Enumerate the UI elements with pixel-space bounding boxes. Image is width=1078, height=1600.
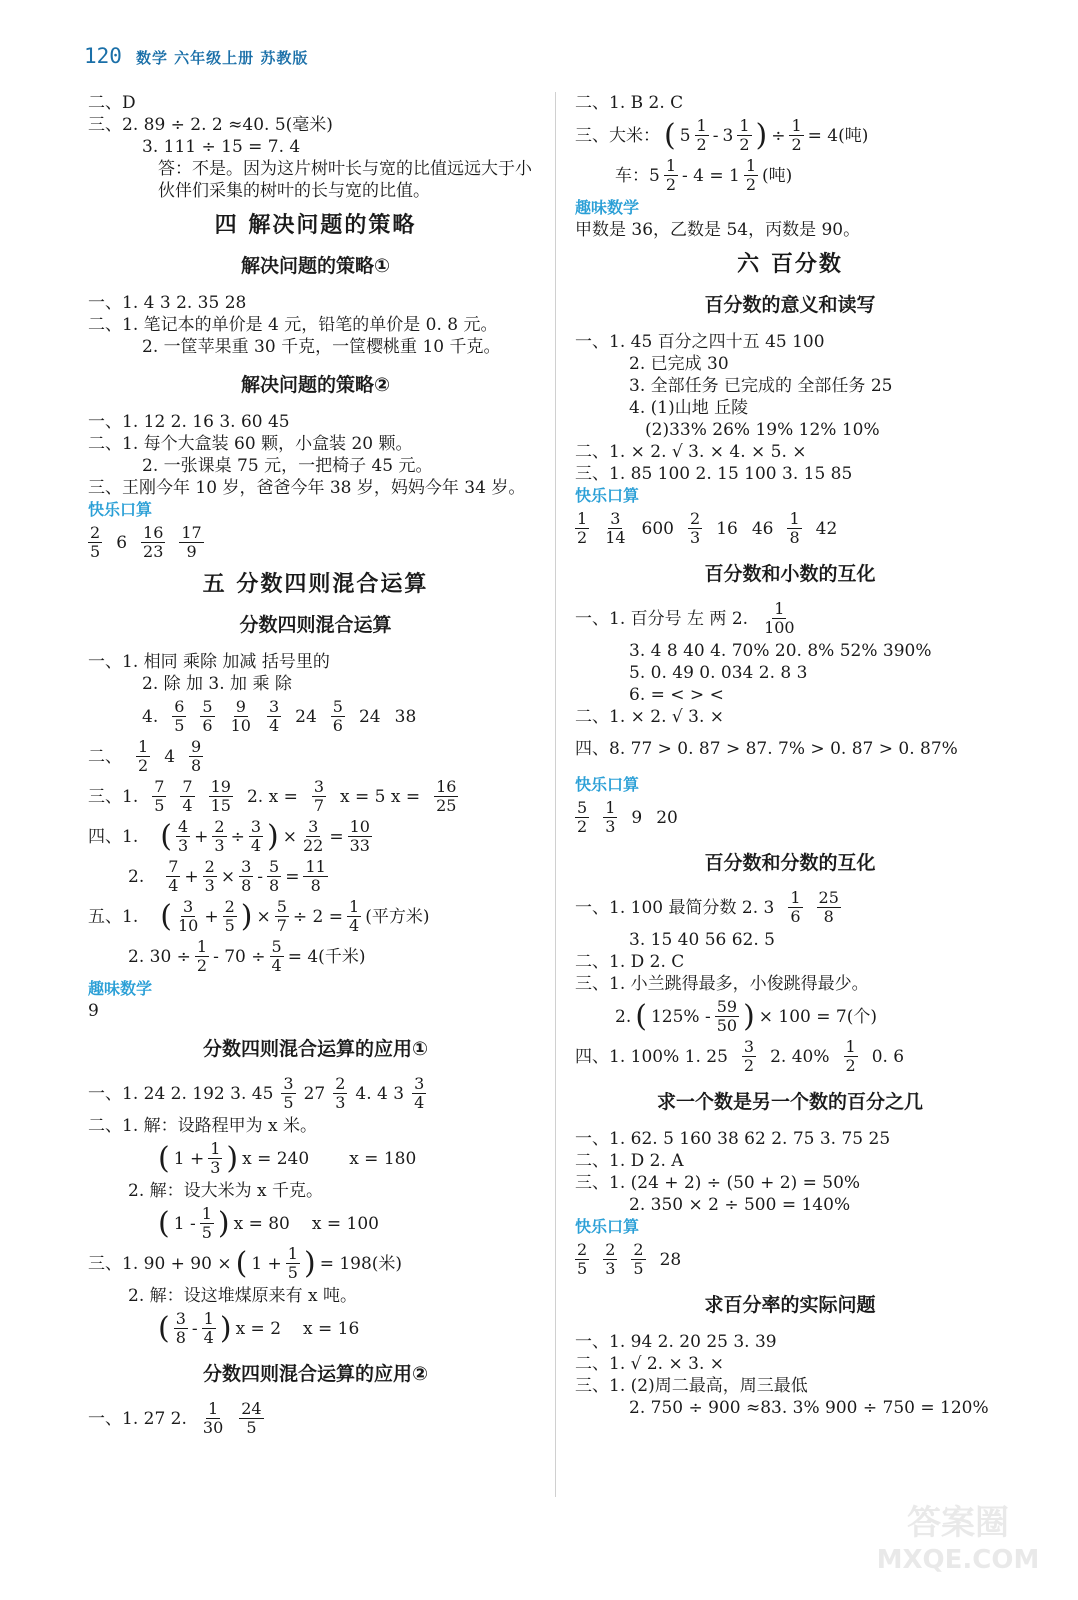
answer-line: 三、1. (24 + 2) ÷ (50 + 2) = 50% (575, 1173, 861, 1193)
eq-text: 2. x = (246, 786, 298, 807)
fraction: 1 4 (203, 1309, 214, 1347)
fraction: 5 2 (577, 798, 588, 836)
fraction: $\frac{5}{7}$ (276, 897, 287, 935)
fraction: 16 23 (143, 523, 164, 561)
answer-line: 二、1. × 2. √ 3. × (575, 707, 724, 727)
answer-line: 二、1. 解：设路程甲为 x 米。 (88, 1116, 318, 1136)
fraction: 3 5 (283, 1074, 294, 1112)
item-prefix: 2. (128, 866, 145, 887)
section-title: 分数四则混合运算的应用② (202, 1363, 429, 1385)
fraction: 1 30 (202, 1399, 224, 1437)
fraction: $\frac{5}{8}$ (269, 857, 280, 895)
eq-text: x = 5 x = (340, 786, 421, 807)
answer-line: 2. 一张课桌 75 元，一把椅子 45 元。 (142, 456, 433, 476)
fraction: 1 3 (605, 798, 616, 836)
chapter-title: 四 解决问题的策略 (214, 213, 417, 238)
page-header (84, 44, 308, 68)
fraction: 2 5 (577, 1240, 588, 1278)
answer-line: 3. 4 8 40 4. 70% 20. 8% 52% 390% (629, 641, 932, 661)
answer-line: 2. 解：设大米为 x 千克。 (128, 1181, 324, 1201)
eq-text: 一、1. 100 最简分数 2. 3 (575, 897, 775, 918)
right-column (575, 92, 1005, 1419)
watermark-logo (858, 1496, 1058, 1576)
answer-line: 二、1. 每个大盒装 60 颗，小盒装 20 颗。 (88, 434, 413, 454)
answer-line: 二、D (88, 93, 136, 113)
eq-text: 一、1. 27 2. (88, 1408, 187, 1429)
answer-row (88, 1075, 543, 1112)
eq-text: x = 240 (242, 1148, 310, 1169)
eq-text: 0. 6 (871, 1046, 905, 1067)
unit-text: (平方米) (365, 906, 430, 927)
section-title: 解决问题的策略① (240, 255, 391, 277)
answer-line: 一、1. 相同 乘除 加减 括号里的 (88, 652, 330, 672)
fun-math-answer: 甲数是 36，乙数是 54，丙数是 90。 (575, 220, 861, 240)
fraction: $\frac{1}{2}$ (791, 116, 802, 154)
fraction: $\frac{3}{7}$ (313, 777, 325, 815)
item-prefix: 4. (142, 706, 159, 727)
answer-line: 一、1. 62. 5 160 38 62 2. 75 3. 75 25 (575, 1129, 891, 1149)
answer-line: 2. 解：设这堆煤原来有 x 吨。 (128, 1286, 358, 1306)
answer-row: 三、大米： ( 5 1 2 - 3 1 2 ) ÷ $\frac{1}{2}$ = 4(吨) (575, 116, 869, 154)
chapter-title: 六 百分数 (737, 252, 843, 277)
left-column (88, 92, 543, 1440)
answer-row (575, 157, 1005, 194)
eq-text: = 198(米) (319, 1253, 403, 1274)
section-title: 分数四则混合运算的应用① (202, 1038, 429, 1060)
fraction: 1 100 (764, 599, 795, 637)
fraction: $\frac{2}{3}$ (204, 857, 215, 895)
number: 38 (394, 706, 417, 727)
eq-text: (吨) (762, 165, 793, 186)
fraction: 3 14 (605, 509, 626, 547)
item-prefix: 五、1. (88, 906, 139, 927)
number: 20 (656, 807, 678, 828)
answer-row (575, 600, 1005, 637)
answer-line: 三、1. (2)周二最高，周三最低 (575, 1376, 808, 1396)
quick-calc-tag: 快乐口算 (575, 775, 640, 794)
number: 4 (164, 746, 176, 767)
answer-line: 二、1. × 2. √ 3. × 4. × 5. × (575, 442, 807, 462)
fraction: 1 2 (845, 1037, 856, 1075)
eq-text: 27 (303, 1083, 326, 1104)
answer-line: 6. = < > < (629, 685, 724, 705)
fraction: $\frac{10}{33}$ (349, 817, 370, 855)
value-list (136, 738, 203, 775)
number: 28 (659, 1249, 682, 1270)
number: 24 (295, 706, 317, 727)
column-divider (555, 92, 556, 1497)
eq-text: 三、大米： (575, 125, 660, 146)
quick-calc-row (575, 510, 1005, 547)
fraction: 1 2 (577, 509, 588, 547)
answer-row (575, 889, 1005, 926)
number: 42 (815, 518, 838, 539)
quick-calc-row (575, 1241, 1005, 1278)
answer-line: 2. 一筐苹果重 30 千克，一筐樱桃重 10 千克。 (142, 337, 501, 357)
answer-line: 一、1. 94 2. 20 25 3. 39 (575, 1332, 777, 1352)
fraction: $\frac{16}{25}$ (436, 777, 457, 815)
fraction: $\frac{3}{8}$ (241, 857, 252, 895)
eq-text: 四、1. 100% 1. 25 (575, 1046, 728, 1067)
number: 16 (716, 518, 738, 539)
answer-line: (2)33% 26% 19% 12% 10% (645, 420, 880, 440)
watermark-line2: MXQE.COM (876, 1545, 1040, 1575)
fraction: 1 6 (790, 888, 801, 926)
whole-number: 5 (679, 125, 691, 146)
fraction: $\frac{3}{4}$ (250, 817, 262, 855)
header-title: 数学 六年级上册 苏教版 (135, 49, 309, 67)
answer-line: 二、1. D 2. C (575, 952, 685, 972)
page-number: 120 (84, 44, 122, 68)
fraction: 7 4 (182, 777, 193, 815)
eq-text: 125% - (650, 1006, 711, 1027)
answer-line: 4. (1)山地 丘陵 (629, 398, 749, 418)
fraction: 9 8 (191, 737, 202, 775)
answer-line: 二、1. 笔记本的单价是 4 元，铅笔的单价是 0. 8 元。 (88, 315, 498, 335)
eq-text: x = 100 (311, 1213, 379, 1234)
answer-line: 三、2. 89 ÷ 2. 2 ≈40. 5(毫米) (88, 115, 333, 135)
number: 9 (631, 807, 643, 828)
fraction: 1 8 (789, 509, 800, 547)
answer-line: 一、1. 45 百分之四十五 45 100 (575, 332, 825, 352)
fraction: 1 2 (745, 156, 757, 194)
quick-calc-tag: 快乐口算 (575, 486, 640, 505)
answer-row: 五、1. ( 3 10 + $\frac{2}{5}$ ) × $\frac{5}{7}$ ÷ 2 = $\frac{1}{4}$ (平方米) (88, 897, 430, 935)
fraction: 25 8 (818, 888, 839, 926)
number: 600 (641, 518, 674, 539)
answer-row: ( 1 - 1 5 ) x = 80 x = 100 (158, 1204, 379, 1242)
quick-calc-tag: 快乐口算 (88, 500, 153, 519)
fraction: 1 2 (739, 116, 750, 154)
eq-text: = 4(吨) (807, 125, 869, 146)
answer-row (88, 1400, 543, 1437)
item-prefix: 二、 (88, 746, 122, 767)
answer-row (88, 738, 543, 775)
fraction: 1 2 (665, 156, 677, 194)
fraction: 3 4 (414, 1074, 425, 1112)
eq-text: 三、1. 90 + 90 × (88, 1253, 232, 1274)
fraction: $\frac{1}{2}$ (196, 937, 208, 975)
fraction: 19 15 (210, 777, 231, 815)
answer-line: 5. 0. 49 0. 034 2. 8 3 (629, 663, 808, 683)
fraction: 24 5 (241, 1399, 262, 1437)
answer-row (575, 1038, 1005, 1075)
fraction: 9 10 (230, 697, 251, 735)
answer-row: 2. ( 125% - 59 50 ) × 100 = 7(个) (615, 997, 878, 1035)
fraction: 1 2 (696, 116, 707, 154)
fraction: $\frac{11}{8}$ (305, 857, 326, 895)
answer-line: 一、1. 12 2. 16 3. 60 45 (88, 412, 290, 432)
answer-row (88, 938, 543, 975)
item-prefix: 四、1. (88, 826, 139, 847)
answer-line: 2. 除 加 3. 加 乘 除 (142, 674, 292, 694)
fraction: 17 9 (181, 523, 202, 561)
chapter-title: 五 分数四则混合运算 (202, 572, 429, 597)
value-list (152, 778, 233, 815)
section-title: 求百分率的实际问题 (704, 1294, 876, 1316)
answer-line: 2. 750 ÷ 900 ≈83. 3% 900 ÷ 750 = 120% (629, 1398, 989, 1418)
fraction: 5 6 (332, 697, 343, 735)
eq-text: × 100 = 7(个) (758, 1006, 878, 1027)
fraction: 2 3 (690, 509, 701, 547)
eq-text: 2. (615, 1006, 632, 1027)
answer-row: 四、1. ( 4 3 + $\frac{2}{3}$ ÷ $\frac{3}{4}$ ) × $\frac{3}{22}$ = $\frac{10}{33}$ (88, 817, 370, 855)
answer-line: 四、8. 77 > 0. 87 > 87. 7% > 0. 87 > 0. 87% (575, 739, 958, 759)
answer-line: 2. 350 × 2 ÷ 500 = 140% (629, 1195, 851, 1215)
fraction: 2 3 (605, 1240, 616, 1278)
fraction: $\frac{1}{4}$ (349, 897, 360, 935)
fraction: 6 5 (174, 697, 185, 735)
eq-text: 4. 4 3 (355, 1083, 405, 1104)
answer-line: 3. 全部任务 已完成的 全部任务 25 (629, 376, 893, 396)
answer-row (88, 698, 543, 735)
fraction: 2 3 (335, 1074, 346, 1112)
value-list (172, 698, 416, 735)
fraction: 4 3 (177, 817, 189, 855)
answer-line: 3. 15 40 56 62. 5 (629, 930, 775, 950)
eq-text: x = 80 (233, 1213, 290, 1234)
eq-text: x = 16 (303, 1318, 360, 1339)
eq-text: 一、1. 百分号 左 两 2. (575, 608, 749, 629)
fun-math-tag: 趣味数学 (88, 979, 153, 998)
fraction: $\frac{2}{5}$ (224, 897, 235, 935)
answer-row (88, 778, 543, 815)
eq-text: - 70 ÷ (213, 946, 266, 967)
fraction: $\frac{1}{5}$ (287, 1244, 298, 1282)
fraction: 2 5 (633, 1240, 644, 1278)
answer-row: ( 3 8 - 1 4 ) x = 2 x = 16 (158, 1309, 360, 1347)
answer-row: 2. 7 4 + $\frac{2}{3}$ × $\frac{3}{8}$ - $\frac{5}{8}$ = $\frac{11}{8}$ (128, 857, 326, 895)
answer-line: 二、1. √ 2. × 3. × (575, 1354, 724, 1374)
fraction: 5 6 (202, 697, 213, 735)
answer-line: 二、1. B 2. C (575, 93, 684, 113)
section-title: 解决问题的策略② (240, 374, 391, 396)
answer-line: 3. 111 ÷ 15 = 7. 4 (142, 137, 301, 157)
eq-text: 车：5 (615, 165, 660, 186)
number: 46 (751, 518, 774, 539)
fraction: 7 5 (154, 777, 165, 815)
answer-line: 2. 已完成 30 (629, 354, 729, 374)
answer-line: 答：不是。因为这片树叶长与宽的比值远远大于小伙伴们采集的树叶的长与宽的比值。 (158, 159, 532, 201)
fraction: 7 4 (168, 857, 179, 895)
fraction: $\frac{1}{3}$ (210, 1139, 221, 1177)
fun-math-tag: 趣味数学 (575, 198, 640, 217)
whole-number: 3 (722, 125, 734, 146)
section-title: 百分数和分数的互化 (704, 852, 876, 874)
fraction: 3 4 (268, 697, 280, 735)
number: 24 (358, 706, 381, 727)
section-title: 百分数的意义和读写 (704, 294, 876, 316)
fraction: 3 2 (743, 1037, 755, 1075)
eq-text: 2. 30 ÷ (128, 946, 191, 967)
eq-text: x = 2 (235, 1318, 282, 1339)
item-prefix: 三、1. (88, 786, 139, 807)
fraction: 2 5 (90, 523, 101, 561)
section-title: 百分数和小数的互化 (704, 563, 876, 585)
answer-line: 一、1. 4 3 2. 35 28 (88, 293, 247, 313)
answer-line: 二、1. D 2. A (575, 1151, 684, 1171)
answer-line: 三、王刚今年 10 岁，爸爸今年 38 岁，妈妈今年 34 岁。 (88, 478, 526, 498)
watermark-line1: 答案圈 (907, 1503, 1009, 1543)
answer-row: 三、1. 90 + 90 × ( 1 + $\frac{1}{5}$ ) = 198(米) (88, 1244, 403, 1282)
quick-calc-row (575, 799, 1005, 836)
fun-math-answer: 9 (88, 1001, 99, 1021)
eq-text: - 4 = 1 (682, 165, 740, 186)
eq-text: 2. 40% (770, 1046, 830, 1067)
section-title: 分数四则混合运算 (239, 614, 392, 636)
fraction: 3 10 (177, 897, 199, 935)
fraction: 3 8 (175, 1309, 186, 1347)
fraction: 1 2 (138, 737, 149, 775)
answer-line: 三、1. 小兰跳得最多，小俊跳得最少。 (575, 974, 869, 994)
answer-row: ( 1 + $\frac{1}{3}$ ) x = 240 x = 180 (158, 1139, 417, 1177)
quick-calc-row (88, 524, 543, 561)
quick-calc-tag: 快乐口算 (575, 1217, 640, 1236)
eq-text: x = 180 (349, 1148, 417, 1169)
fraction: $\frac{5}{4}$ (271, 937, 282, 975)
answer-line: 三、1. 85 100 2. 15 100 3. 15 85 (575, 464, 853, 484)
section-title: 求一个数是另一个数的百分之几 (656, 1091, 923, 1113)
fraction: $\frac{3}{22}$ (302, 817, 324, 855)
eq-text: = 4(千米) (287, 946, 366, 967)
fraction: $\frac{2}{3}$ (214, 817, 225, 855)
fraction: 1 5 (201, 1204, 212, 1242)
eq-text: 一、1. 24 2. 192 3. 45 (88, 1083, 274, 1104)
fraction: 59 50 (716, 997, 738, 1035)
number: 6 (116, 532, 128, 553)
